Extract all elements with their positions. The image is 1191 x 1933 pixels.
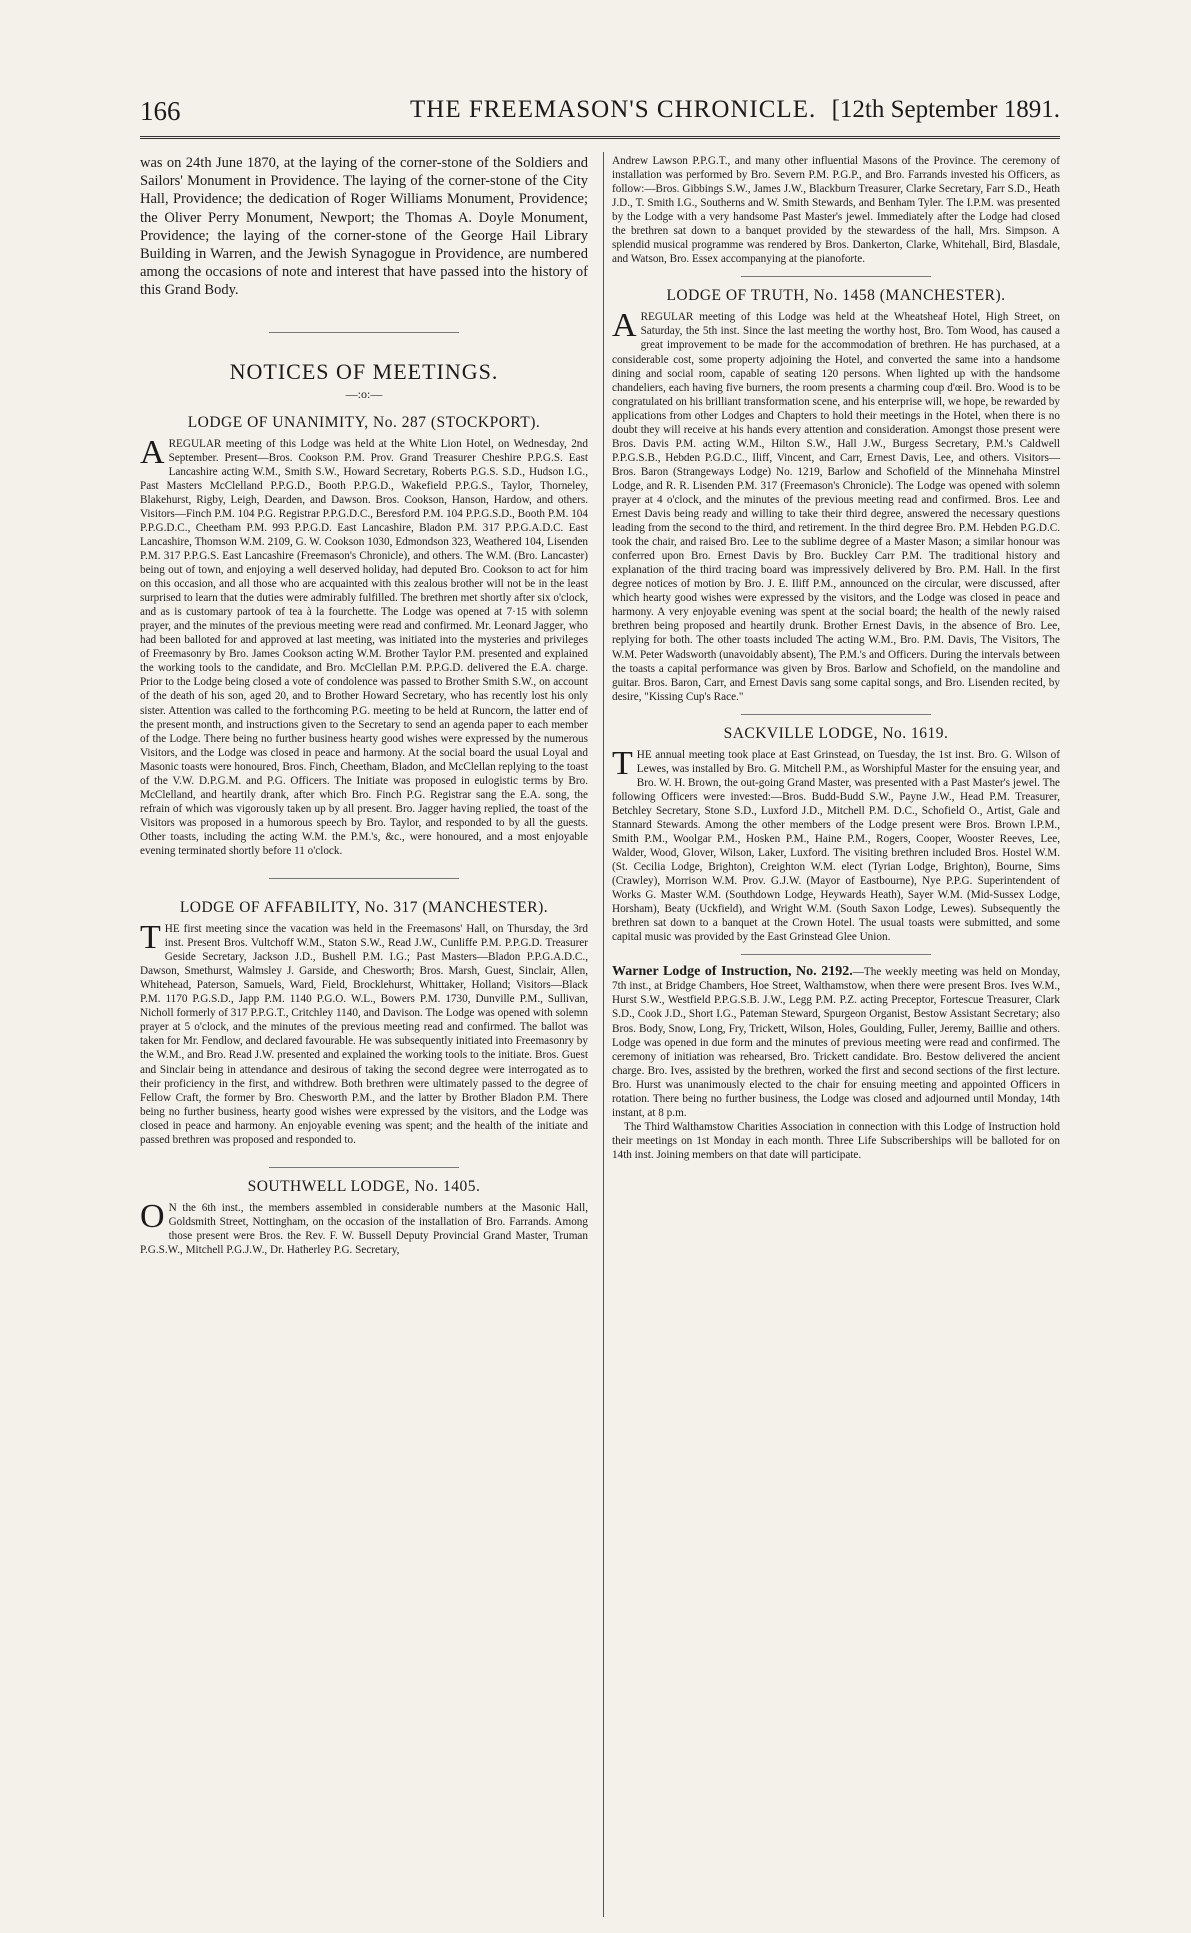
affability-dropcap: T (140, 919, 161, 957)
warner-note: The Third Walthamstow Charities Association in connection with this Lodge of Instruction hold their meetings on 1st Monday in each month. Three Life Subscriberships will be balloted for on 14th inst. Joining members on that date will participate. (612, 1120, 1060, 1161)
southwell-text: N the 6th inst., the members assembled in considerable numbers at the Masonic Hall, Goldsmith Street, Nottingham, on the occasion of the installation of Bro. Farrands. Among those present were Bros. the Rev. F. W. Bussell Deputy Provincial Grand Master, Truman P.G.S.W., Mitchell P.G.J.W., Dr. Hatherley P.G. Secretary, (140, 1201, 588, 1256)
unanimity-dropcap: A (140, 433, 165, 471)
truth-text: REGULAR meeting of this Lodge was held at the Wheatsheaf Hotel, High Street, on Saturday, the 5th inst. Since the last meeting the worthy host, Bro. Tom Wood, has caused a great improvement to be made for the accommodation of brethren. He has purchased, at a considerable cost, some property adjoining the Hotel, and converted the same into a handsome dining and social room, capable of seating 120 persons. When lighted up with the handsome chandeliers, each having five burners, the room presents a charming coup d'œil. Bro. Wood is to be congratulated on his brilliant transformation scene, and his enterprise will, we hope, be rewarded by applications from other Lodges and Chapters to hold their meetings in the Hotel, when there is no doubt they will receive at his hands every attention and consideration. Amongst those present were Bros. Davis P.M. acting W.M., Hilton S.W., Hall J.W., Burgess Secretary, P.M.'s Caldwell P.P.G.S.B., Hebden P.G.D.C., Iliff, Vincent, and Carr, Ernest Davis, Lee, and others. Visitors—Bros. Baron (Strangeways Lodge) No. 1219, Barlow and Schofield of the Minnehaha Minstrel Lodge, and R. R. Lisenden P.M. 317 (Freemason's Chronicle). The Lodge was opened with solemn prayer at 4 o'clock, and the minutes of the previous meeting read and confirmed. Bros. Lee and Ernest Davis being ready and willing to take their third degree, answered the necessary questions leading from the second to the third, and retirement. In the third degree Bro. P.M. Hebden P.G.D.C. took the chair, and raised Bro. Lee to the sublime degree of a Master Mason; a similar honour was conferred upon Bro. Ernest Davis by Bro. Buckley Carr P.M. The traditional history and explanation of the third tracing board was impressively delivered by Bro. P.M. Hall. In the first degree notices of motion by Bro. J. E. Iliff P.M., announced on the circular, were discussed, after which hearty good wishes were expressed by the visitors, and the Lodge was closed in peace and harmony. A very enjoyable evening was spent at the social board; the health of the newly raised brethren being proposed and heartily drunk. Brother Ernest Davis, in the absence of Bro. Lee, replying for both. The other toasts included The acting W.M., Bro. P.M. Davis, The Visitors, The W.M. Peter Wadsworth (unavoidably absent), The P.M.'s and Officers. During the intervals between the toasts a capital performance was given by Bros. Barlow and Schofield, on the mandoline and guitar. Bros. Baron, Carr, and Ernest Davis sang some capital songs, and Bro. Lisenden recited, by desire, "Kissing Cup's Race." (612, 311, 1060, 703)
left-column (140, 154, 588, 1914)
issue-date: [12th September 1891. (831, 96, 1060, 123)
masthead-title: THE FREEMASON'S CHRONICLE. (410, 96, 817, 123)
notices-heading: NOTICES OF MEETINGS. (229, 358, 499, 384)
header-rule (140, 136, 1060, 139)
warner-report (612, 965, 1060, 1120)
intro-paragraph: was on 24th June 1870, at the laying of the corner-stone of the Soldiers and Sailors' Monument in Providence. The laying of the corner-stone of the City Hall, Providence; the dedication of Roger Williams Monument, Providence; the Oliver Perry Monument, Newport; the Thomas A. Doyle Monument, Providence; the laying of the corner-stone of the George Hail Library Building in Warren, and the Jewish Synagogue in Providence, are numbered among the occasions of note and interest that have passed into the history of this Grand Body. (140, 155, 588, 299)
right-column (612, 154, 1060, 1914)
column-divider (603, 152, 604, 1917)
unanimity-heading: LODGE OF UNANIMITY, No. 287 (STOCKPORT). (187, 413, 541, 431)
southwell-report (140, 1197, 588, 1257)
southwell-continuation: Andrew Lawson P.P.G.T., and many other influential Masons of the Province. The ceremony of installation was performed by Bro. Severn P.M. P.G.P., and Bro. Farrands invested his Officers, as follow:—Bros. Gibbings S.W., James J.W., Blackburn Treasurer, Clarke Secretary, Farr S.D., Heath J.D., T. Smith I.G., Southerns and W. Smith Stewards, and Benham Tyler. The I.P.M. was presented by the Lodge with a very handsome Past Master's jewel. Immediately after the Lodge had closed the brethren sat down to a banquet provided by the stewardess of the hall, Mrs. Simpson. A splendid musical programme was rendered by Bros. Dankerton, Clarke, Whitehall, Bird, Blasdale, and Watson, Bro. Essex accompanying at the pianoforte. (612, 155, 1060, 266)
southwell-heading: SOUTHWELL LODGE, No. 1405. (247, 1177, 481, 1195)
truth-heading: LODGE OF TRUTH, No. 1458 (MANCHESTER). (666, 287, 1006, 305)
page-header (140, 96, 1060, 136)
sackville-heading: SACKVILLE LODGE, No. 1619. (723, 724, 949, 742)
warner-text: —The weekly meeting was held on Monday, 7th inst., at Bridge Chambers, Hoe Street, Walthamstow, when there were present Bros. Ives W.M., Hurst S.W., Westfield P.P.G.S.B. J.W., Legg P.M. P.Z. acting Preceptor, Fortescue Treasurer, Clark S.D., Cook J.D., Short I.G., Pateman Steward, Spurgeon Organist, Bestow Assistant Secretary; also Bros. Body, Snow, Long, Fry, Trickett, Wilson, Holes, Goulding, Fuller, Jeremy, Baillie and others. Lodge was opened in due form and the minutes of previous meeting were read and confirmed. The ceremony of initiation was rehearsed, Bro. Trickett candidate. Bro. Bestow delivered the ancient charge. Bro. Ives, assisted by the brethren, worked the first and second sections of the first lecture. Bro. Hurst was unanimously elected to the chair for ensuing meeting and appointed Officers in rotation. There being no further business, the Lodge was closed and adjourned until Monday, 14th instant, at 8 p.m. (612, 966, 1060, 1119)
sackville-text: HE annual meeting took place at East Grinstead, on Tuesday, the 1st inst. Bro. G. Wilson of Lewes, was installed by Bro. G. Mitchell P.M., as Worshipful Master for the ensuing year, and Bro. W. H. Brown, the out-going Grand Master, was presented with a Past Master's jewel. The following Officers were invested:—Bros. Budd-Budd S.W., Payne J.W., Head P.M. Treasurer, Betchley Secretary, Stone S.D., Luxford J.D., Mitchell P.M. D.C., Schofield O., Artist, Gale and Stannard Stewards. Among the other members of the Lodge present were Bros. Brown I.P.M., Smith P.M., Woolgar P.M., Hosken P.M., Haine P.M., Rogers, Cooper, Wooster Reeves, Lee, Walder, Wood, Glover, Wilson, Laker, Luxford. The visiting brethren included Bros. Hostel W.M. (St. Cecilia Lodge, Brighton), Creighton W.M. elect (Tyrian Lodge, Brighton), Bourne, Sims (Crawley), Morrison W.M. Prov. G.J.W. (Mayor of Eastbourne), Nye P.P.G. Superintendent of Works G. Master W.M. (Southdown Lodge, Heywards Heath), Sayer W.M. (Mid-Sussex Lodge, Horsham), Beaty (Uckfield), and Wright W.M. (South Saxon Lodge, Lewes). Subsequently the brethren sat down to a banquet at the Crown Hotel. The usual toasts were submitted, and some capital music was provided by the East Grinstead Glee Union. (612, 748, 1060, 944)
truth-report (612, 307, 1060, 703)
unanimity-report (140, 433, 588, 858)
notices-ornament: —:o:— (345, 386, 383, 401)
affability-report (140, 919, 588, 1147)
southwell-dropcap: O (140, 1197, 165, 1235)
sackville-report (612, 744, 1060, 945)
page-number: 166 (140, 96, 181, 126)
warner-heading: Warner Lodge of Instruction, No. 2192. (612, 964, 853, 980)
sackville-dropcap: T (612, 744, 633, 782)
affability-heading: LODGE OF AFFABILITY, No. 317 (MANCHESTER). (179, 899, 549, 917)
unanimity-text: REGULAR meeting of this Lodge was held at the White Lion Hotel, on Wednesday, 2nd September. Present—Bros. Cookson P.M. Prov. Grand Treasurer Cheshire P.P.G.S. East Lancashire acting W.M., Smith S.W., Howard Secretary, Roberts P.G.S. S.D., Hudson I.G., Past Masters McClelland P.P.G.D., Booth P.P.G.D., Wakefield P.P.G.S., Taylor, Thorneley, Blakehurst, Rigby, Leigh, Dearden, and Dawson. Bros. Cookson, Hanson, Hardow, and others. Visitors—Finch P.M. 104 P.G. Registrar P.P.G.D.C., Beresford P.M. 104 P.P.G.S.D., Booth P.M. 104 P.P.G.D.C., Cheetham P.M. 993 P.P.G.D. East Lancashire, Bladon P.M. 317 P.P.G.A.D.C. East Lancashire, Thomson W.M. 2109, G. W. Cookson 1030, Edmondson 323, Weathered 104, Lisenden P.M. 317 P.P.G.S. East Lancashire (Freemason's Chronicle), and others. The W.M. (Bro. Lancaster) being out of town, and enjoying a well deserved holiday, had deputed Bro. Cookson to act for him on this occasion, and all those who are acquainted with this zealous brother will not be in the least surprised to learn that the duties were admirably fulfilled. The brethren met shortly after six o'clock, and as is customary partook of tea à la fourchette. The Lodge was opened at 7·15 with solemn prayer, and the minutes of the previous meeting were read and confirmed. Mr. Leonard Jagger, who had been balloted for and approved at last meeting, was initiated into the mysteries and privileges of Freemasonry by Bro. James Cookson acting W.M. Brother Taylor P.M. presented and explained the working tools to the candidate, and Bro. McClellan P.M. P.P.G.D. delivered the E.A. charge. Prior to the Lodge being closed a vote of condolence was passed to Brother Smith S.W., on account of the death of his son, aged 20, and to Brother Howard Secretary, who has recently lost his only sister. Attention was called to the forthcoming P.G. meeting to be held at Runcorn, the latter end of the present month, and instructions given to the Secretary to send an agenda paper to each member of the Lodge. There being no further business hearty good wishes were expressed by the numerous Visitors, and the Lodge was closed in peace and harmony. At the social board the usual Loyal and Masonic toasts were honoured, Bros. Finch, Cheetham, Bladon, and McClellan replying to the toast of the V.W. D.P.G.M. and P.G. Officers. The Initiate was proposed in eulogistic terms by Bro. McClelland, and heartily drank, after which Bro. Finch P.G. Registrar sang the E.A. song, the refrain of which was vigorously taken up by all present. Bro. Jagger having replied, the toast of the Visitors was proposed in a humorous speech by Bro. Taylor, and responded to by all the guests. Other toasts, including the acting W.M. the P.M.'s, &c., were honoured, and a most enjoyable evening terminated shortly before 11 o'clock. (140, 437, 588, 857)
truth-dropcap: A (612, 307, 637, 345)
affability-text: HE first meeting since the vacation was held in the Freemasons' Hall, on Thursday, the 3rd inst. Present Bros. Vultchoff W.M., Staton S.W., Read J.W., Cunliffe P.M. P.P.G.D. Treasurer Geside Secretary, Jackson J.D., Bushell P.M. I.G.; Past Masters—Bladon P.P.G.A.D.C., Dawson, Smethurst, Walmsley J. Garside, and Chesworth; Bros. Marsh, Guest, Sinclair, Allen, Whitehead, Paterson, Samuels, Ward, Field, Brocklehurst, Whittaker, Holland; Visitors—Black P.M. 1170 P.G.S.D., Japp P.M. 1140 P.G.O. W.L., Bowers P.M. 1730, Dunville P.M., Sullivan, Nicholl formerly of 317 P.P.G.T., Critchley 1140, and Davison. The Lodge was opened with solemn prayer at 5 o'clock, and the minutes of the previous meeting read and confirmed. The ballot was taken for Mr. Fendlow, and declared favourable. He was subsequently initiated into Freemasonry by the W.M., and Bro. Read J.W. presented and explained the working tools to the initiate. Bros. Guest and Sinclair being in attendance and desirous of taking the second degree were interrogated as to their proficiency in the first, and withdrew. Both brethren were ultimately passed to the degree of Fellow Craft, the former by Bro. Chesworth P.M., and the latter by Brother Bladon P.M. There being no further business, hearty good wishes were expressed by the visitors, and the Lodge was closed in peace and harmony. An enjoyable evening was spent; and the health of the initiate and passed brethren was proposed and responded to. (140, 923, 588, 1146)
